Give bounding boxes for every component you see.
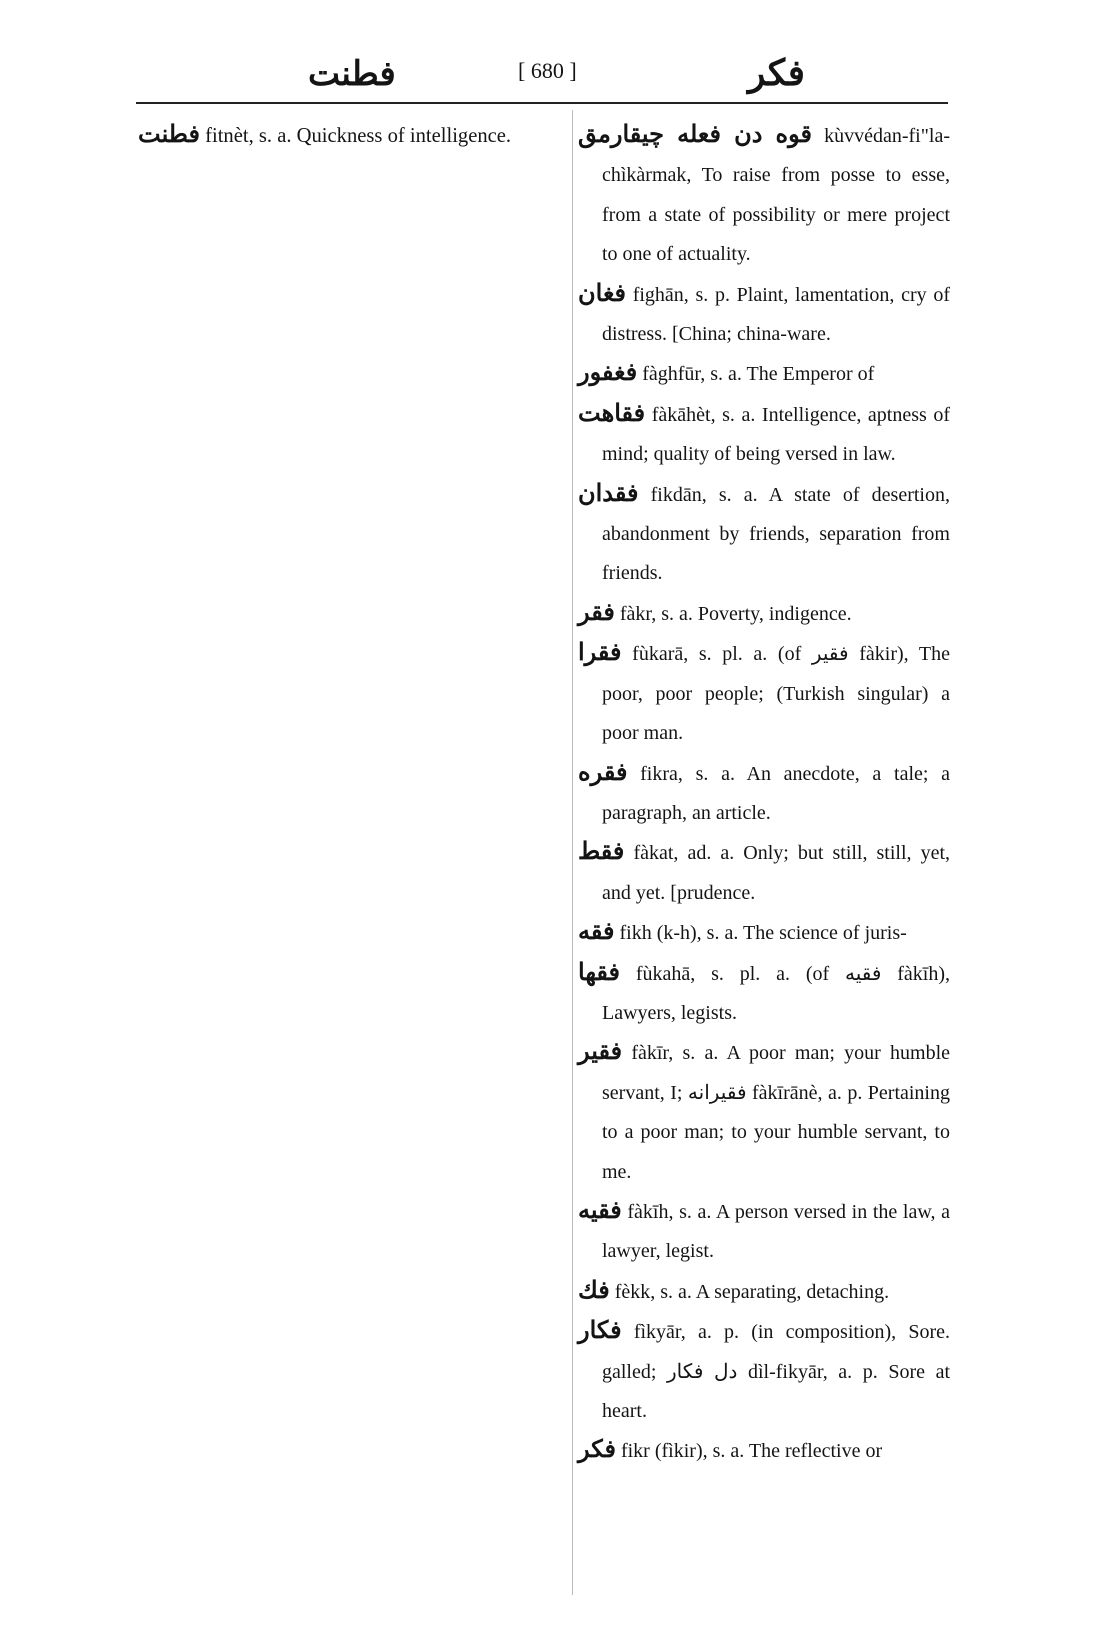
- entry-text: fikdān, s. a. A state of desertion, abandonment by friends, separation from friends.: [602, 483, 950, 585]
- arabic-headword: فكر: [578, 1437, 616, 1464]
- entry-text: fùkarā, s. pl. a. (of فقير fàkir), The poor, poor people; (Turkish singular) a poor man.: [602, 643, 950, 745]
- entry-text: fitnèt, s. a. Quickness of intelligence.: [205, 125, 512, 147]
- page-number: [ 680 ]: [518, 58, 577, 83]
- entry-text: fùkahā, s. pl. a. (of فقيه fàkīh), Lawyers, legists.: [602, 962, 951, 1024]
- arabic-headword: فقط: [578, 839, 625, 866]
- entry-text: fìkyār, a. p. (in composition), Sore. galled; دل فكار dìl-fikyār, a. p. Sore at heart.: [602, 1321, 951, 1422]
- arabic-headword: فقيه: [578, 1197, 622, 1224]
- dictionary-entry: [578, 954, 950, 1034]
- entry-text: fighān, s. p. Plaint, lamentation, cry of distress. [China; china-ware.: [602, 283, 950, 346]
- entry-text: fàkīh, s. a. A person versed in the law, a lawyer, legist.: [602, 1200, 951, 1263]
- entry-text: kùvvédan-fi"la-chìkàrmak, To raise from posse to esse, from a state of possibility or mere project to one of actuality.: [602, 125, 950, 266]
- arabic-headword: فطنت: [138, 122, 200, 148]
- header-rule: [136, 102, 948, 104]
- entry-text: fikra, s. a. An anecdote, a tale; a paragraph, an article.: [602, 762, 951, 824]
- arabic-headword: فقدان: [578, 480, 639, 507]
- arabic-headword: فقره: [578, 759, 628, 786]
- entry-text: fikr (fìkir), s. a. The reflective or: [620, 1440, 883, 1463]
- dictionary-entry: [578, 1431, 950, 1471]
- dictionary-entry: [578, 634, 950, 753]
- header-right-word: فكر: [748, 53, 805, 93]
- arabic-headword: فغان: [578, 280, 626, 307]
- arabic-headword: فقه: [578, 919, 615, 946]
- dictionary-entry: [578, 754, 950, 834]
- arabic-headword: فقير: [578, 1039, 623, 1066]
- dictionary-entry: [138, 116, 548, 156]
- dictionary-entry: [578, 395, 950, 475]
- dictionary-entry: [578, 594, 950, 634]
- arabic-headword: قوه دن فعله چيقارمق: [578, 122, 812, 148]
- dictionary-entry: [578, 1192, 950, 1272]
- left-column: [138, 116, 548, 156]
- dictionary-entry: [578, 1272, 950, 1312]
- arabic-headword: فغفور: [578, 360, 638, 387]
- arabic-headword: فك: [578, 1277, 610, 1304]
- dictionary-entry: [578, 354, 950, 394]
- dictionary-entry: [578, 913, 950, 953]
- dictionary-entry: [578, 116, 950, 275]
- arabic-headword: فقر: [578, 599, 615, 626]
- dictionary-entry: [578, 1312, 950, 1431]
- arabic-headword: فقرا: [578, 640, 622, 667]
- entry-text: fikh (k-h), s. a. The science of juris-: [619, 922, 907, 945]
- arabic-headword: فقها: [578, 959, 620, 986]
- dictionary-entry: [578, 1033, 950, 1192]
- column-divider: [572, 110, 573, 1595]
- dictionary-entry: [578, 475, 950, 594]
- entry-text: fàkāhèt, s. a. Intelligence, aptness of mind; quality of being versed in law.: [602, 403, 950, 466]
- entry-text: fàkīr, s. a. A poor man; your humble servant, I; فقيرانه fàkīrānè, a. p. Pertaining to a poor man; to your humble servant, to me.: [602, 1042, 950, 1183]
- arabic-headword: فكار: [578, 1318, 622, 1345]
- arabic-headword: فقاهت: [578, 400, 646, 427]
- right-column: [578, 116, 950, 1472]
- dictionary-entry: [578, 275, 950, 355]
- entry-text: fàkat, ad. a. Only; but still, still, yet, and yet. [prudence.: [602, 842, 951, 904]
- dictionary-entry: [578, 833, 950, 913]
- page-header: [0, 54, 1113, 100]
- entry-text: fàkr, s. a. Poverty, indigence.: [619, 602, 852, 625]
- entry-text: fèkk, s. a. A separating, detaching.: [614, 1280, 890, 1303]
- entry-text: fàghfūr, s. a. The Emperor of: [642, 363, 875, 386]
- header-left-word: فطنت: [308, 56, 396, 93]
